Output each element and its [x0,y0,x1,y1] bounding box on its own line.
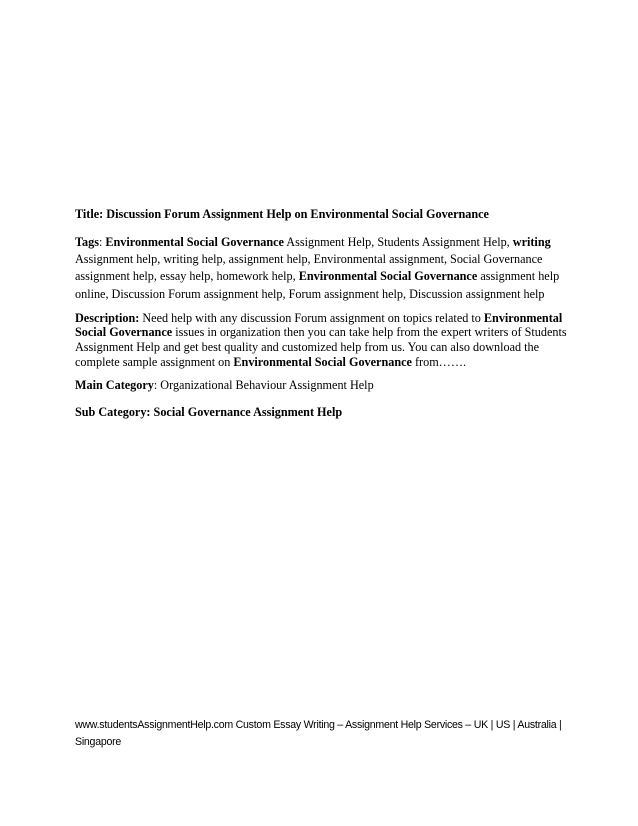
title-label: Title: [75,207,104,221]
text-segment: assignment help online, Discussion Forum assignment help, Forum assignment help, Discussion assignment help [75,269,560,301]
text-segment: : [98,235,106,249]
tags-segments [75,235,559,301]
bold-text-segment: Environmental Social Governance [233,354,412,369]
page-footer: www.studentsAssignmentHelp.com Custom Essay Writing – Assignment Help Services – UK | US | Australia | Singapore [75,719,562,748]
bold-text-segment: Environmental Social Governance [75,310,563,340]
tags-paragraph [75,234,575,303]
sub-category [75,404,575,421]
document-title [75,206,575,223]
text-segment: from……. [411,354,467,369]
bold-text-segment: Environmental Social Governance [105,235,284,249]
document-body [75,206,575,421]
main-category [75,377,575,394]
bold-text-segment: Environmental Social Governance [298,269,478,284]
text-segment: Assignment help, writing help, assignment help, Environmental assignment, Social Governance assignment help, essay help, homework help, [75,252,543,284]
main-category-label: Main Category [75,378,154,393]
sub-category-label: Sub Category: [75,405,151,420]
text-segment: Need help with any discussion Forum assignment on topics related to [139,310,484,325]
description-segments [75,311,567,369]
tags-label: Tags [75,235,99,249]
bold-text-segment: writing [512,235,551,249]
text-segment: issues in organization then you can take help from the expert writers of Students Assignment Help and get best quality and customized help from us. You can also download the complete sample assignment on [75,325,567,369]
title-text: Discussion Forum Assignment Help on Environmental Social Governance [106,207,489,221]
text-segment: Assignment Help, Students Assignment Help, [283,235,513,249]
main-category-value: : Organizational Behaviour Assignment Help [153,378,374,393]
sub-category-value: Social Governance Assignment Help [150,405,343,420]
description-paragraph [75,311,575,369]
description-label: Description: [75,310,140,325]
